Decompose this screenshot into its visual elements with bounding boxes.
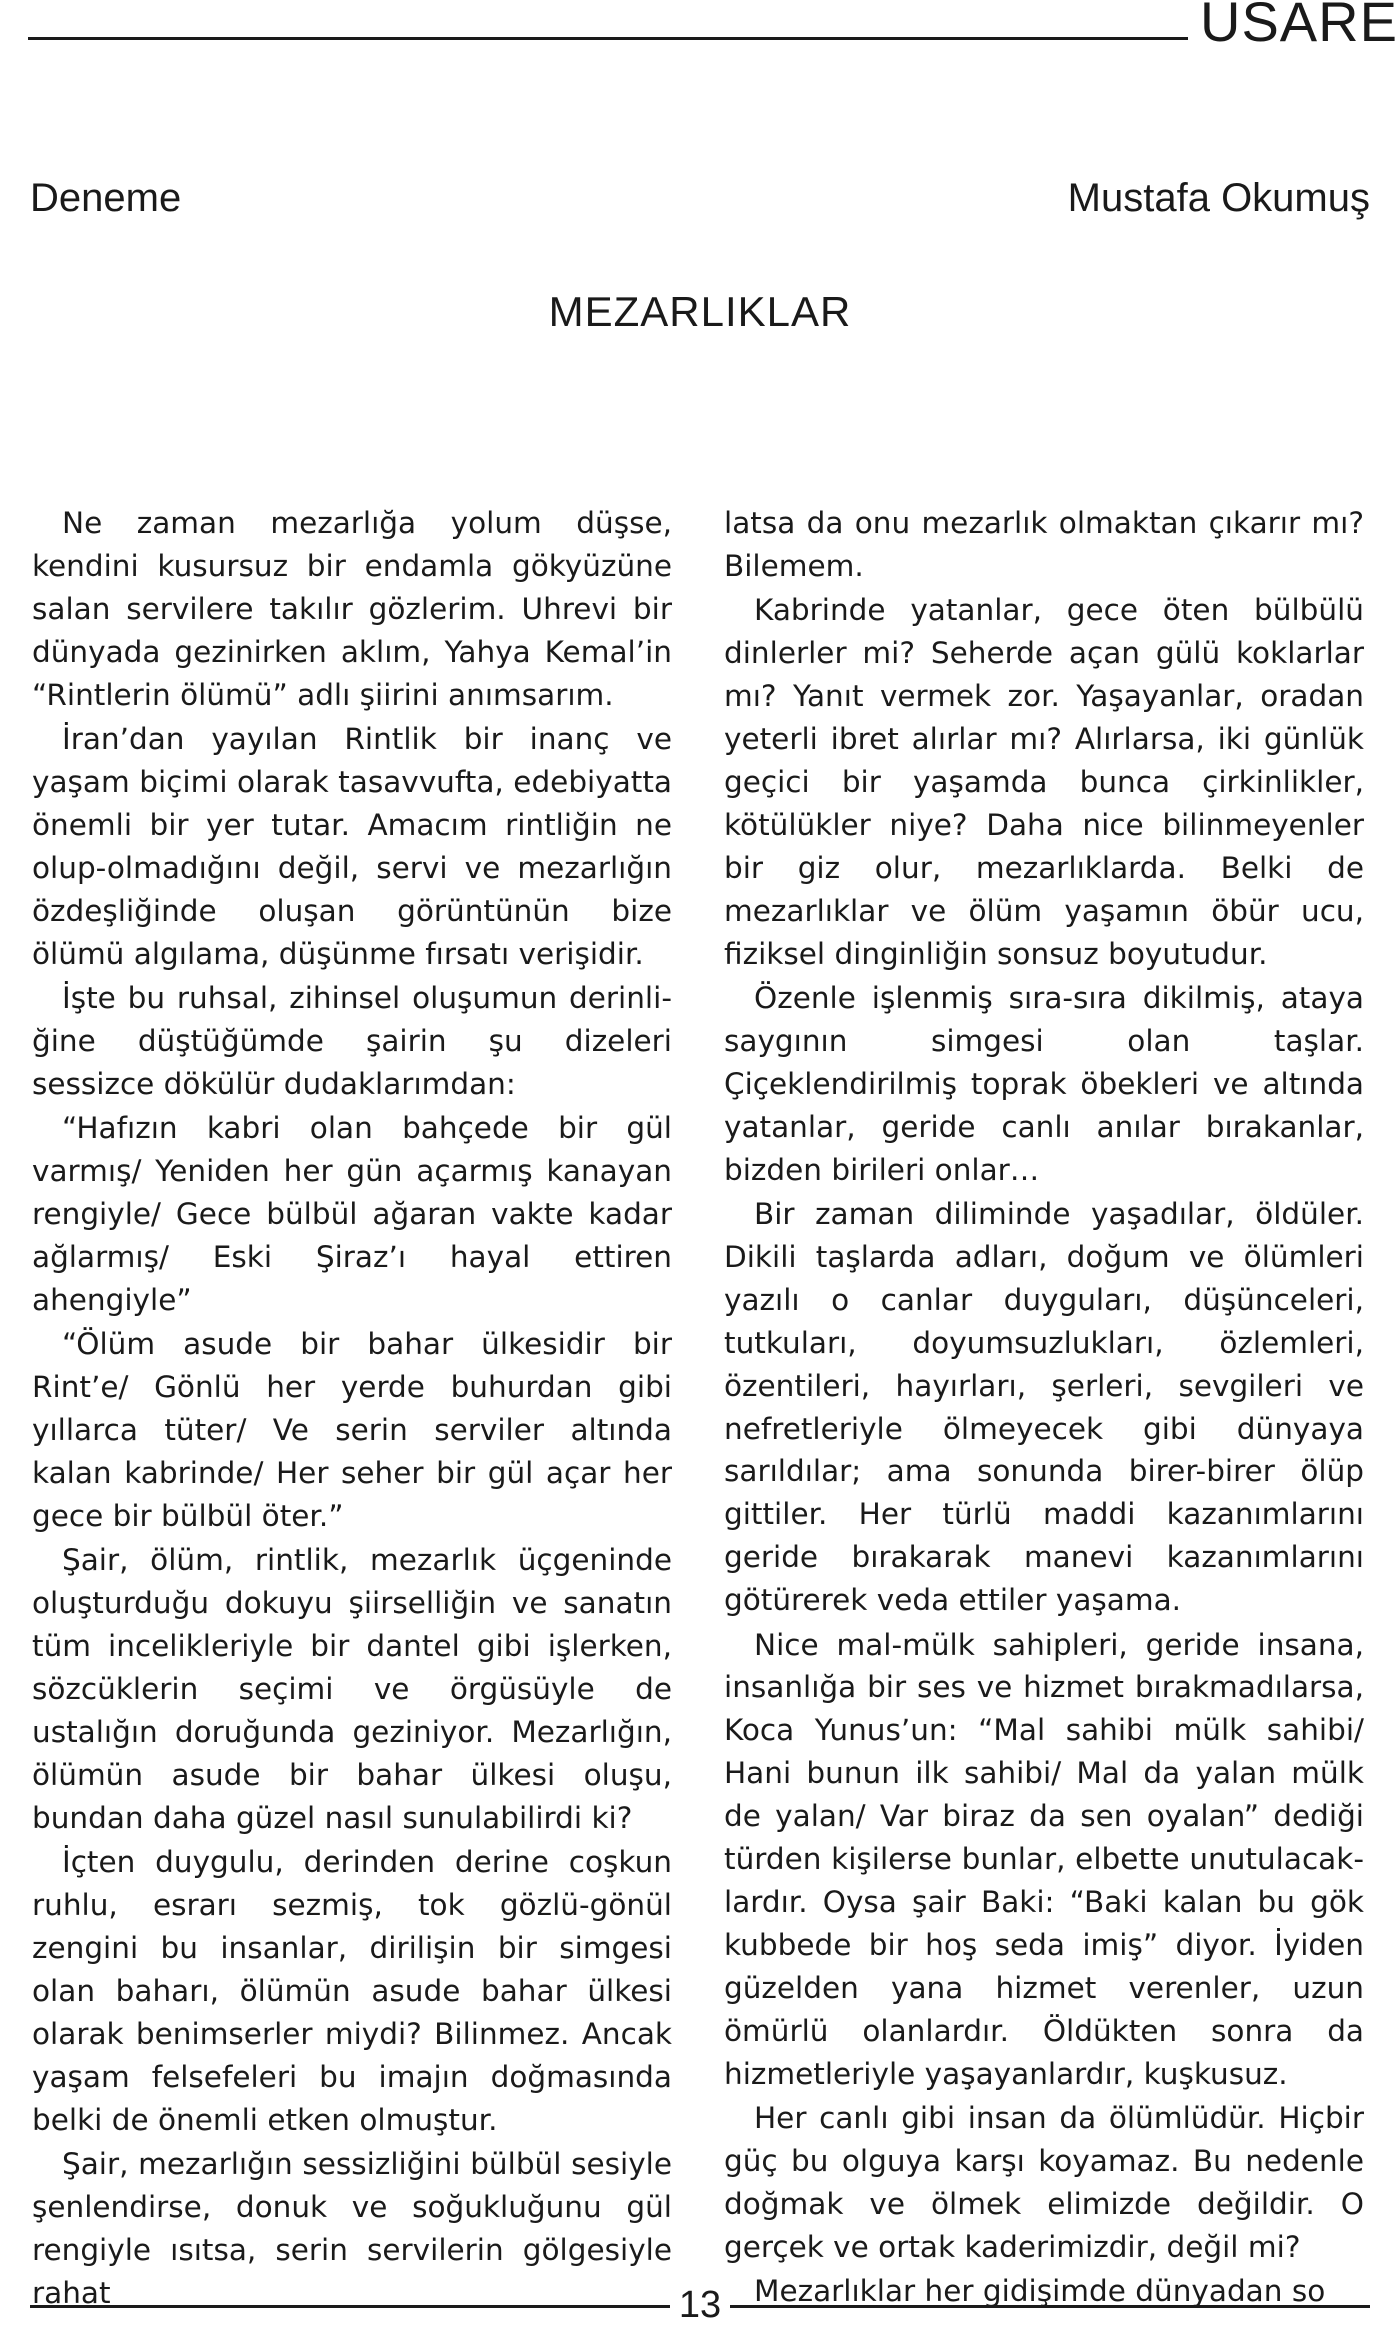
paragraph: İran’dan yayılan Rintlik bir inanç ve yaşam biçimi olarak tasavvufta, edebiyatta önemli bir yer tutar. Amacım rintliğin ne olup-olmadığını değil, servi ve mezarlığın özdeşliğinde oluşan görüntünün bize ölümü algılama, düşünme fırsatı verişidir. [32,722,672,971]
paragraph: Nice mal-mülk sahipleri, geride insana, insanlığa bir ses ve hizmet bırakmadılarsa, Koca Yunus’un: “Mal sahibi mülk sahibi/ Hani bunun ilk sahibi/ Mal da yalan mülk de yalan/ Var biraz da sen oyalan” dediği türden kişilerse bunlar, elbette unutulacaklardır. Oysa şair Baki: “Baki kalan bu gök kubbede bir hoş seda imiş” diyor. İyiden güzelden yana hizmet verenler, uzun ömürlü olanlardır. Öldükten sonra da hizmetleriyle yaşayanlardır, kuşkusuz. [724,1627,1364,2091]
article-title: MEZARLIKLAR [548,288,852,335]
paragraph: Bir zaman diliminde yaşadılar, öldüler. Dikili taşlarda adları, doğum ve ölümleri yazılı o canlar duyguları, düşünceleri, tutkuları, doyumsuzlukları, özlemleri, özentileri, hayırları, şerleri, sevgileri ve nefretleriyle ölmeyecek gibi dünyaya sarıldılar; ama sonunda birer-birer ölüp gittiler. Her türlü maddi kazanımlarını geride bırakarak manevi kazanımlarını götürerek veda ettiler yaşama. [724,1197,1364,1618]
poem-quote: “Ölüm asude bir bahar ülkesidir bir Rint’e/ Gönlü her yerde buhurdan gibi yıllarca tüter/ Ve serin serviler altında kalan kabrinde/ Her seher bir gül açar her gece bir bülbül öter.” [32,1327,672,1533]
paragraph: Şair, ölüm, rintlik, mezarlık üçgeninde oluşturduğu dokuyu şiirselliğin ve sanatın tüm incelikleriyle bir dantel gibi işlerken, sözcüklerin seçimi ve örgüsüyle de ustalığın doruğunda geziniyor. Mezarlığın, ölümün asude bir bahar ülkesi oluşu, bundan daha güzel nasıl sunulabilirdi ki? [32,1543,672,1835]
paragraph: İçten duygulu, derinden derine coşkun ruhlu, esrarı sezmiş, tok gözlü-gönül zengini bu insanlar, dirilişin bir simgesi olan baharı, ölümün asude bahar ülkesi olarak benimserler miydi? Bilinmez. Ancak yaşam felsefeleri bu imajın doğmasında belki de önemli etken olmuştur. [32,1845,672,2137]
paragraph: Özenle işlenmiş sıra-sıra dikilmiş, ataya saygının simgesi olan taşlar. Çiçeklendirilmiş toprak öbekleri ve altında yatanlar, geride canlı anılar bırakanlar, bizden birileri onlar… [724,980,1364,1187]
paragraph: Her canlı gibi insan da ölümlüdür. Hiçbir güç bu olguya karşı koyamaz. Bu nedenle doğmak ve ölmek elimizde değildir. O gerçek ve ortak kaderimizdir, değil mi? [724,2101,1364,2264]
header-rule [28,37,1188,40]
paragraph-continued: latsa da onu mezarlık olmaktan çıkarır mı? Bilemem. [724,506,1364,583]
paragraph: İşte bu ruhsal, zihinsel oluşumun derinliğine düştüğümde şairin şu dizeleri sessizce dökülür dudaklarımdan: [32,980,672,1101]
right-column [724,502,1364,2315]
section-label: Deneme [30,176,182,220]
paragraph: Kabrinde yatanlar, gece öten bülbülü dinlerler mi? Seherde açan gülü koklarlar mı? Yanıt vermek zor. Yaşayanlar, oradan yeterli ibret alırlar mı? Alırlarsa, iki günlük geçici bir yaşamda bunca çirkinlikler, kötülükler niye? Daha nice bilinmeyenler bir giz olur, mezarlıklarda. Belki de mezarlıklar ve ölüm yaşamın öbür ucu, fiziksel dinginliğin sonsuz boyutudur. [724,593,1364,971]
page-number: 13 [678,2284,722,2326]
magazine-name: USARE [1200,0,1398,53]
left-column [32,502,672,2316]
paragraph: Ne zaman mezarlığa yolum düşse, kendini kusursuz bir endamla gökyüzüne salan servilere takılır gözlerim. Uhrevi bir dünyada gezinirken aklım, Yahya Kemal’in “Rintlerin ölümü” adlı şiirini anımsarım. [32,506,672,712]
poem-quote: “Hafızın kabri olan bahçede bir gül varmış/ Yeniden her gün açarmış kanayan rengiyle/ Gece bülbül ağaran vakte kadar ağlarmış/ Eski Şiraz’ı hayal ettiren ahengiyle” [32,1111,672,1317]
author-name: Mustafa Okumuş [1067,176,1370,220]
paragraph: Mezarlıklar her gidişimde dünyadan so [754,2274,1326,2309]
paragraph: Şair, mezarlığın sessizliğini bülbül sesiyle şenlendirse, donuk ve soğukluğunu gül rengiyle ısıtsa, serin servilerin gölgesiyle rahat [32,2146,672,2310]
